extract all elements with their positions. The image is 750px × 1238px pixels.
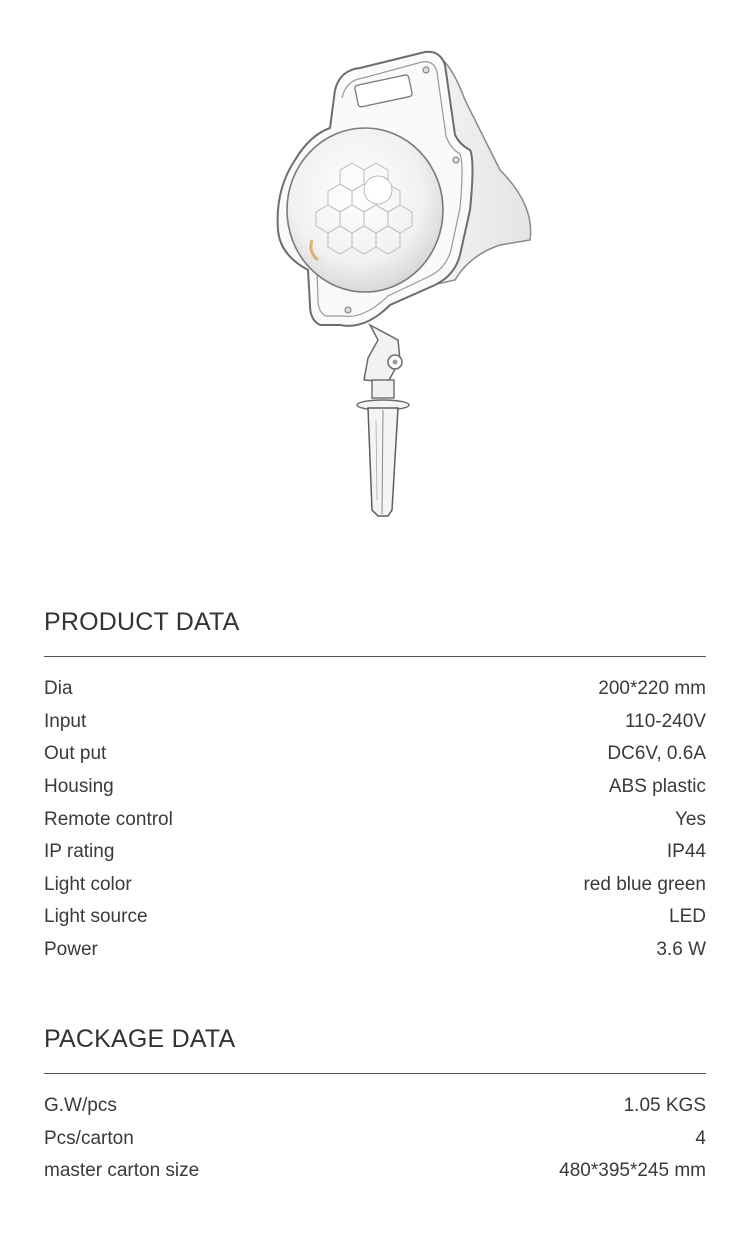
spec-label: Out put — [44, 743, 107, 765]
spec-row-input — [44, 706, 706, 739]
spec-value: 110-240V — [625, 710, 706, 732]
spec-label: Dia — [44, 678, 73, 700]
spec-label: master carton size — [44, 1160, 200, 1182]
spec-value: DC6V, 0.6A — [607, 743, 706, 765]
spec-label: Remote control — [44, 808, 173, 830]
spec-row-carton-size — [44, 1155, 706, 1188]
package-data-list — [44, 1090, 706, 1188]
spec-value: red blue green — [583, 873, 706, 895]
spec-row-pcs-per-carton — [44, 1123, 706, 1156]
product-data-list — [44, 673, 706, 966]
spec-row-dia — [44, 673, 706, 706]
package-data-divider — [44, 1073, 706, 1074]
spec-row-gross-weight — [44, 1090, 706, 1123]
package-data-title: PACKAGE DATA — [44, 1025, 236, 1053]
spec-value: LED — [669, 906, 706, 928]
package-data-section — [44, 1024, 706, 1188]
spec-value: Yes — [675, 808, 706, 830]
spec-row-housing — [44, 771, 706, 804]
spec-label: Input — [44, 710, 87, 732]
spec-row-light-color — [44, 869, 706, 902]
spec-row-remote-control — [44, 803, 706, 836]
product-data-title: PRODUCT DATA — [44, 608, 240, 636]
projector-light-illustration — [260, 40, 540, 520]
spec-value: 4 — [695, 1127, 706, 1149]
spec-label: IP rating — [44, 841, 115, 863]
spec-value: ABS plastic — [608, 776, 706, 798]
product-data-section — [44, 607, 706, 966]
spec-label: Pcs/carton — [44, 1127, 134, 1149]
spec-row-ip-rating — [44, 836, 706, 869]
spec-label: Light source — [44, 906, 148, 928]
spec-value: 200*220 mm — [598, 678, 706, 700]
spec-label: Power — [44, 939, 98, 961]
spec-value: IP44 — [666, 841, 706, 863]
product-data-divider — [44, 656, 706, 657]
spec-row-output — [44, 738, 706, 771]
spec-row-power — [44, 934, 706, 967]
spec-label: Light color — [44, 873, 132, 895]
spec-row-light-source — [44, 901, 706, 934]
spec-label: Housing — [44, 776, 114, 798]
spec-label: G.W/pcs — [44, 1095, 117, 1117]
spec-value: 1.05 KGS — [623, 1095, 706, 1117]
spec-value: 3.6 W — [656, 939, 706, 961]
spec-value: 480*395*245 mm — [559, 1160, 706, 1182]
